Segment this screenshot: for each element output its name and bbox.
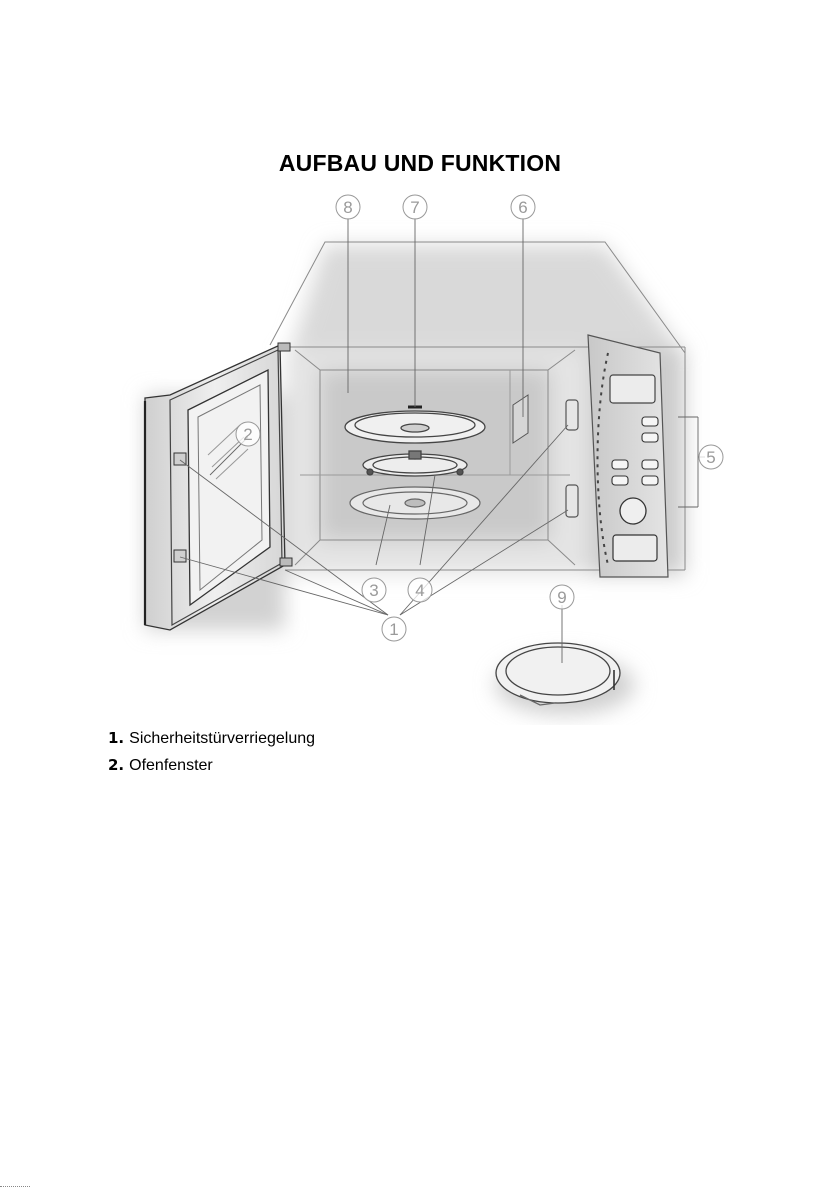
page-title: AUFBAU UND FUNKTION: [278, 150, 562, 176]
page-edge-mark: [0, 1186, 30, 1189]
legend-number: 1.: [108, 729, 125, 747]
callout-label-6: 6: [518, 198, 528, 217]
cavity-floor: [350, 487, 480, 519]
control-panel: [588, 335, 668, 577]
legend-label: Sicherheitstürverriegelung: [129, 730, 316, 747]
parts-legend: [108, 725, 315, 779]
callout-label-1: 1: [389, 620, 399, 639]
callout-label-2: 2: [243, 425, 253, 444]
legend-item: [108, 752, 315, 779]
display-window: [610, 375, 655, 403]
legend-item: [108, 725, 315, 752]
callout-label-7: 7: [410, 198, 420, 217]
legend-number: 2.: [108, 756, 125, 774]
legend-label: Ofenfenster: [129, 757, 213, 774]
callout-label-9: 9: [557, 588, 567, 607]
callout-label-8: 8: [343, 198, 353, 217]
control-dial: [620, 498, 646, 524]
door-release-button: [613, 535, 657, 561]
callout-label-3: 3: [369, 581, 379, 600]
callout-label-5: 5: [706, 448, 716, 467]
callout-label-4: 4: [415, 581, 425, 600]
microwave-diagram: [100, 185, 760, 725]
